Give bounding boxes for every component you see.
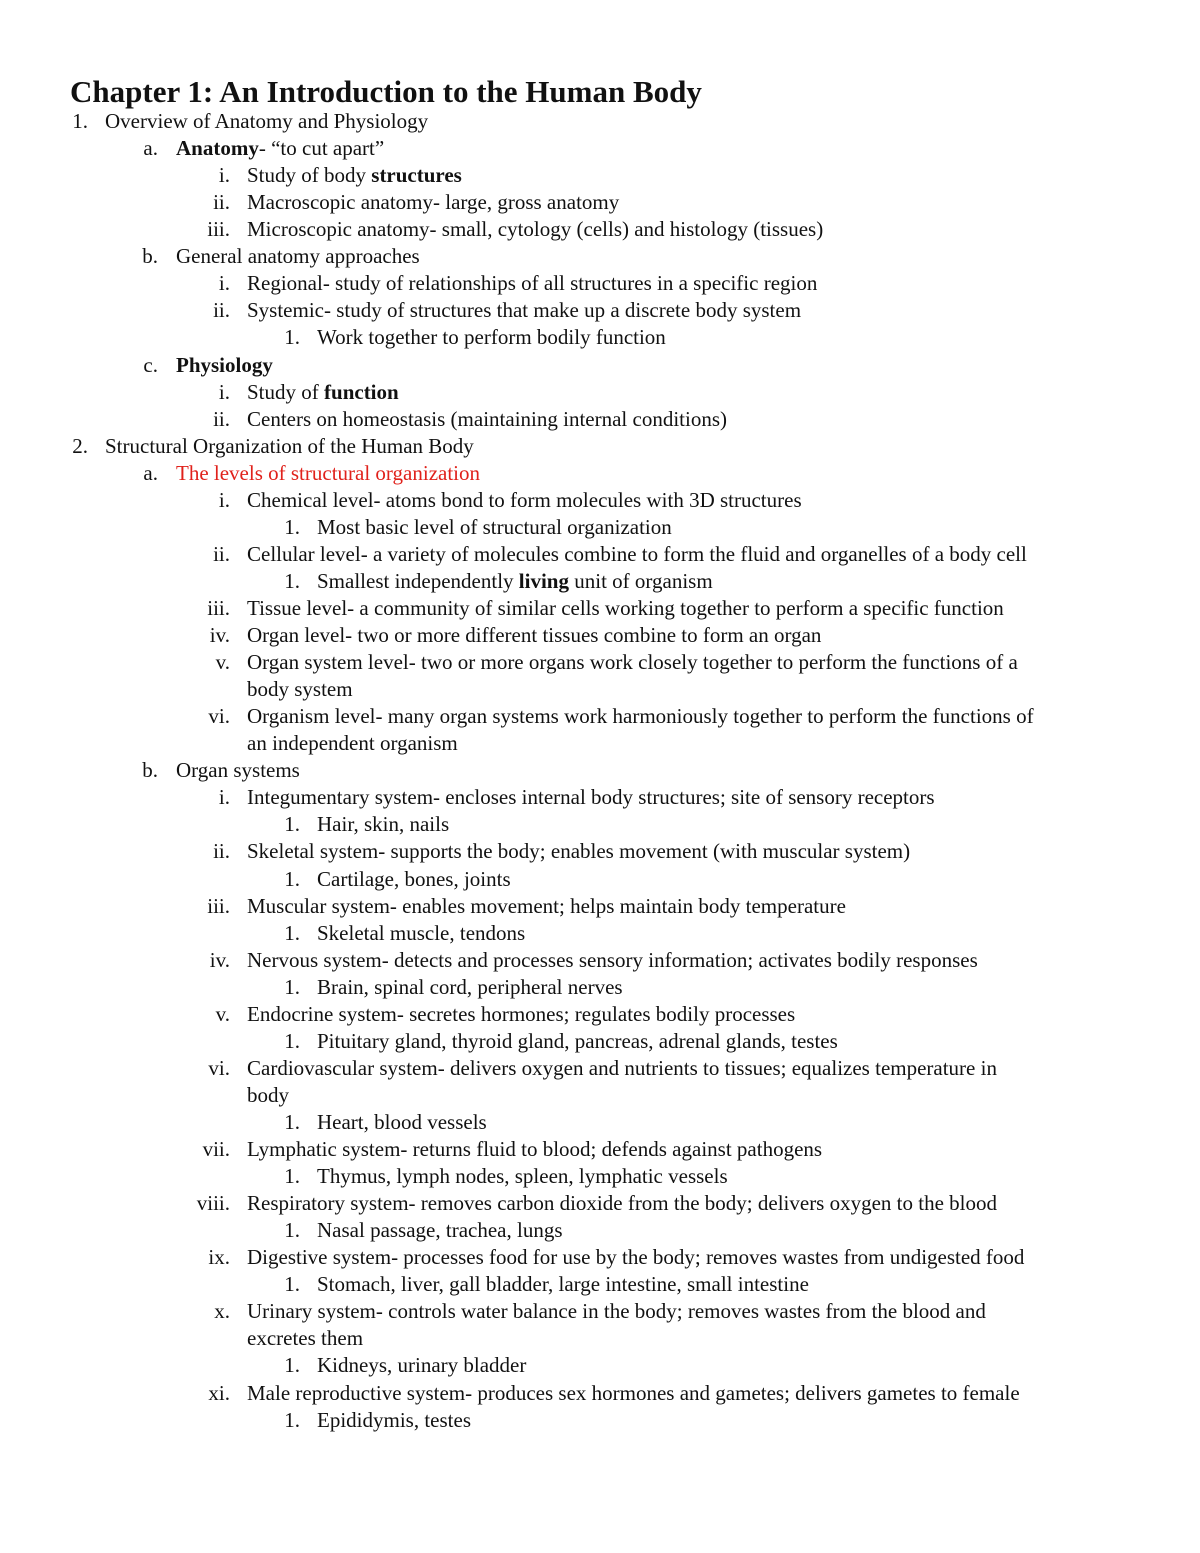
outline-text: Chemical level- atoms bond to form molecules with 3D structures: [247, 488, 802, 512]
outline-item: [0, 1163, 1200, 1190]
outline-marker: i.: [218, 163, 230, 187]
outline-marker: ix.: [208, 1245, 230, 1269]
outline-continuation: [0, 1082, 1200, 1109]
outline-text: Study of body: [247, 163, 372, 187]
outline-text: Integumentary system- encloses internal body structures; site of sensory receptors: [247, 785, 935, 809]
outline-item: [0, 1380, 1200, 1407]
outline-item: [0, 703, 1200, 730]
outline-marker: i.: [218, 380, 230, 404]
outline-text: Digestive system- processes food for use by the body; removes wastes from undigested food: [247, 1245, 1025, 1269]
outline-item: [0, 1001, 1200, 1028]
outline-item: [0, 1217, 1200, 1244]
outline-marker: i.: [218, 785, 230, 809]
outline-bold-term: function: [324, 380, 399, 404]
outline-marker: 1.: [284, 569, 300, 593]
outline-item: [0, 920, 1200, 947]
outline-item: [0, 1407, 1200, 1434]
outline-item: [0, 757, 1200, 784]
outline-item: [0, 379, 1200, 406]
outline-item: [0, 893, 1200, 920]
outline-text: Cellular level- a variety of molecules combine to form the fluid and organelles of a body cell: [247, 542, 1027, 566]
outline-text: Nervous system- detects and processes sensory information; activates bodily responses: [247, 948, 978, 972]
outline-marker: 1.: [284, 515, 300, 539]
outline-text: General anatomy approaches: [176, 244, 420, 268]
outline-item: [0, 811, 1200, 838]
outline-marker: 1.: [284, 921, 300, 945]
outline-continuation: [0, 1325, 1200, 1352]
outline-item: [0, 947, 1200, 974]
outline-text: Stomach, liver, gall bladder, large intestine, small intestine: [317, 1272, 809, 1296]
outline-item: [0, 189, 1200, 216]
outline-item: [0, 1055, 1200, 1082]
outline-item: [0, 324, 1200, 351]
outline-text: - “to cut apart”: [258, 136, 385, 160]
outline-item: [0, 460, 1200, 487]
outline-marker: ii.: [213, 298, 230, 322]
outline-text: Study of: [247, 380, 325, 404]
outline-text: Lymphatic system- returns fluid to blood; defends against pathogens: [247, 1137, 823, 1161]
outline-item: [0, 622, 1200, 649]
outline-marker: 1.: [284, 867, 300, 891]
outline-item: [0, 1244, 1200, 1271]
outline-marker: iv.: [209, 948, 230, 972]
outline-item: [0, 1136, 1200, 1163]
outline-bold-term: structures: [371, 163, 462, 187]
outline-text: Macroscopic anatomy- large, gross anatomy: [247, 190, 620, 214]
outline-marker: 1.: [284, 975, 300, 999]
outline-item: [0, 297, 1200, 324]
outline-text: Cardiovascular system- delivers oxygen and nutrients to tissues; equalizes temperature in: [247, 1056, 997, 1080]
outline-item: [0, 974, 1200, 1001]
outline-item: [0, 866, 1200, 893]
outline-marker: ii.: [213, 190, 230, 214]
outline-marker: iv.: [209, 623, 230, 647]
outline-text: Systemic- study of structures that make up a discrete body system: [247, 298, 802, 322]
outline-marker: vi.: [208, 704, 230, 728]
outline-text: Thymus, lymph nodes, spleen, lymphatic vessels: [317, 1164, 728, 1188]
outline-item: [0, 1028, 1200, 1055]
outline-item: [0, 514, 1200, 541]
outline-bold-term: Anatomy: [176, 136, 259, 160]
outline-text: Hair, skin, nails: [317, 812, 450, 836]
outline-text: Urinary system- controls water balance in the body; removes wastes from the blood and: [247, 1299, 986, 1323]
outline-item: [0, 162, 1200, 189]
outline-marker: v.: [215, 650, 230, 674]
outline-item: [0, 433, 1200, 460]
outline-bold-term: living: [518, 569, 569, 593]
outline-item: [0, 649, 1200, 676]
outline-item: [0, 568, 1200, 595]
outline-marker: 2.: [72, 434, 88, 458]
outline-marker: 1.: [284, 1408, 300, 1432]
outline-marker: vi.: [208, 1056, 230, 1080]
outline-text: Male reproductive system- produces sex hormones and gametes; delivers gametes to female: [247, 1381, 1020, 1405]
outline-item: [0, 1271, 1200, 1298]
outline-marker: i.: [218, 488, 230, 512]
outline-text: Skeletal muscle, tendons: [317, 921, 526, 945]
outline-text: excretes them: [247, 1326, 364, 1350]
outline-item: [0, 108, 1200, 135]
outline-marker: vii.: [202, 1137, 230, 1161]
outline-item: [0, 487, 1200, 514]
outline-marker: i.: [218, 271, 230, 295]
outline-marker: ii.: [213, 407, 230, 431]
outline-marker: 1.: [284, 1110, 300, 1134]
outline-item: [0, 1298, 1200, 1325]
outline-marker: iii.: [207, 217, 230, 241]
outline-marker: 1.: [284, 1164, 300, 1188]
outline-text: Brain, spinal cord, peripheral nerves: [317, 975, 623, 999]
outline-marker: 1.: [284, 1272, 300, 1296]
outline-text: Nasal passage, trachea, lungs: [317, 1218, 563, 1242]
outline-marker: 1.: [72, 109, 88, 133]
outline-text: Overview of Anatomy and Physiology: [105, 109, 429, 133]
page-title: Chapter 1: An Introduction to the Human Body: [70, 74, 702, 109]
outline-text: Kidneys, urinary bladder: [317, 1353, 527, 1377]
outline-marker: iii.: [207, 894, 230, 918]
outline-text: Organ level- two or more different tissues combine to form an organ: [247, 623, 822, 647]
outline-marker: b.: [142, 758, 158, 782]
outline-text: body: [247, 1083, 289, 1107]
outline-marker: x.: [214, 1299, 230, 1323]
outline-text: Epididymis, testes: [317, 1408, 471, 1432]
outline-marker: 1.: [284, 1218, 300, 1242]
outline-marker: iii.: [207, 596, 230, 620]
outline-continuation: [0, 676, 1200, 703]
outline-item: [0, 541, 1200, 568]
outline-item: [0, 1109, 1200, 1136]
outline-marker: xi.: [208, 1381, 230, 1405]
outline-marker: a.: [143, 461, 158, 485]
outline-marker: v.: [215, 1002, 230, 1026]
outline-text: Heart, blood vessels: [317, 1110, 487, 1134]
outline-item: [0, 406, 1200, 433]
outline-text: an independent organism: [247, 731, 458, 755]
outline-text: Structural Organization of the Human Body: [105, 434, 474, 458]
outline-text: Organism level- many organ systems work harmoniously together to perform the functions of: [247, 704, 1034, 728]
outline-marker: 1.: [284, 812, 300, 836]
outline-text: Pituitary gland, thyroid gland, pancreas, adrenal glands, testes: [317, 1029, 838, 1053]
outline-text: Regional- study of relationships of all structures in a specific region: [247, 271, 818, 295]
outline-text: Tissue level- a community of similar cells working together to perform a specific function: [247, 596, 1004, 620]
outline-marker: b.: [142, 244, 158, 268]
outline-item: [0, 595, 1200, 622]
outline-text: Work together to perform bodily function: [317, 325, 666, 349]
outline-item: [0, 243, 1200, 270]
outline-text: Muscular system- enables movement; helps maintain body temperature: [247, 894, 846, 918]
outline-marker: c.: [143, 353, 158, 377]
outline-text: Microscopic anatomy- small, cytology (cells) and histology (tissues): [247, 217, 824, 241]
outline-item: [0, 135, 1200, 162]
outline-marker: a.: [143, 136, 158, 160]
outline-text: Skeletal system- supports the body; enables movement (with muscular system): [247, 839, 911, 863]
outline-item: [0, 784, 1200, 811]
outline-text: Organ systems: [176, 758, 300, 782]
outline-item: [0, 216, 1200, 243]
outline-item: [0, 1190, 1200, 1217]
outline-continuation: [0, 730, 1200, 757]
outline-text-highlighted: The levels of structural organization: [176, 461, 481, 485]
outline-item: [0, 352, 1200, 379]
outline-marker: viii.: [196, 1191, 230, 1215]
outline-marker: 1.: [284, 1029, 300, 1053]
outline-marker: 1.: [284, 325, 300, 349]
outline-text: Respiratory system- removes carbon dioxide from the body; delivers oxygen to the blood: [247, 1191, 998, 1215]
outline-text: Organ system level- two or more organs work closely together to perform the functions of a: [247, 650, 1018, 674]
outline-text: Most basic level of structural organization: [317, 515, 672, 539]
outline-text: Smallest independently: [317, 569, 519, 593]
outline-item: [0, 1352, 1200, 1379]
outline-text: body system: [247, 677, 353, 701]
outline-text: unit of organism: [568, 569, 713, 593]
outline-marker: ii.: [213, 542, 230, 566]
outline-text: Cartilage, bones, joints: [317, 867, 511, 891]
outline-bold-term: Physiology: [176, 353, 273, 377]
outline-marker: 1.: [284, 1353, 300, 1377]
outline-item: [0, 270, 1200, 297]
outline-text: Centers on homeostasis (maintaining internal conditions): [247, 407, 727, 431]
outline-text: Endocrine system- secretes hormones; regulates bodily processes: [247, 1002, 796, 1026]
outline-item: [0, 838, 1200, 865]
outline-marker: ii.: [213, 839, 230, 863]
